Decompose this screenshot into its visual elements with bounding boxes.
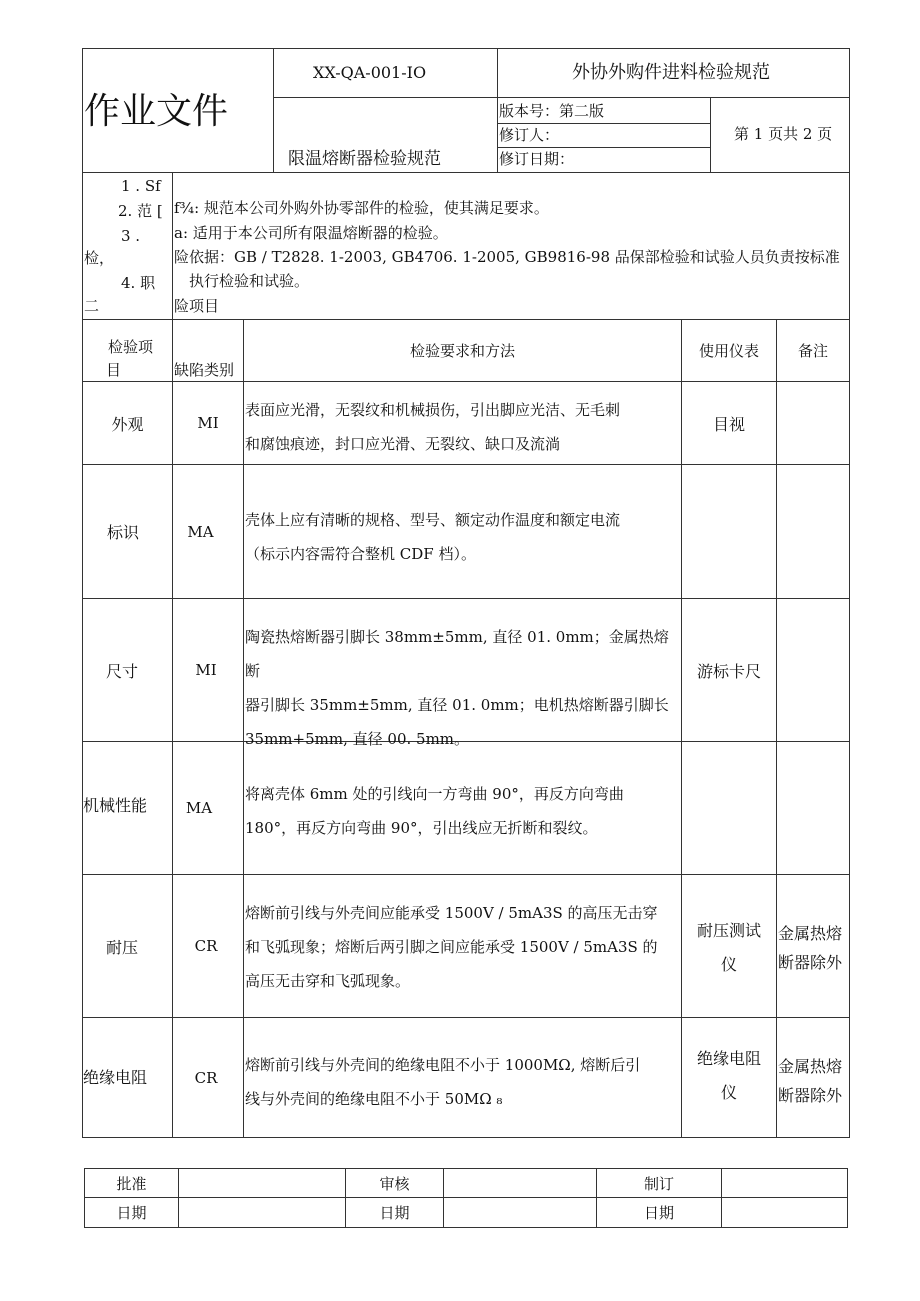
- row-3-instrument: 游标卡尺: [696, 661, 761, 681]
- doc-type: 作业文件: [84, 91, 229, 132]
- row-6-remark-line-2: 断器除外: [778, 1086, 843, 1105]
- intro-label-5: 4. 职: [121, 274, 156, 292]
- header-remark: 备注: [797, 342, 828, 360]
- row-4-req-line-2: 180°，再反方向弯曲 90°，引出线应无折断和裂纹。: [245, 819, 598, 837]
- row-5-instrument: [682, 914, 776, 982]
- row-5-req-line-1: 熔断前引线与外壳间应能承受 1500V / 5mA3S 的高压无击穿: [245, 904, 658, 922]
- footer-vline-6: [847, 1168, 848, 1228]
- row-4-requirement: [245, 777, 681, 845]
- doc-code: XX-QA-001-IO: [313, 63, 427, 82]
- header-vline-3: [710, 97, 711, 172]
- intro-line-3: 险依据：GB / T2828. 1-2003, GB4706. 1-2005, GB9816-98 品保部检验和试验人员负责按标准: [174, 248, 840, 266]
- intro-divider: [172, 172, 173, 320]
- row-5-req-line-2: 和飞弧现象；熔断后两引脚之间应能承受 1500V / 5mA3S 的: [245, 938, 658, 956]
- footer-vline-3: [443, 1168, 444, 1228]
- footer-vline-1: [178, 1168, 179, 1228]
- footer-date-label-3: 日期: [643, 1204, 674, 1222]
- intro-line-1: f¾: 规范本公司外购外协零部件的检验，使其满足要求。: [174, 199, 549, 217]
- row-6-instrument-line-1: 绝缘电阻: [696, 1049, 761, 1068]
- row-5-remark-line-2: 断器除外: [778, 953, 843, 972]
- row-6-req-line-2: 线与外壳间的绝缘电阻不小于 50MΩ ₈: [245, 1090, 503, 1108]
- revise-date-label: 修订日期：: [499, 150, 575, 168]
- row-1-instrument: 目视: [712, 414, 745, 434]
- header-instrument: 使用仪表: [698, 342, 759, 360]
- row-5-remark: [778, 919, 850, 977]
- row-6-requirement: [245, 1048, 681, 1116]
- sub-title: 限温熔断器检验规范: [288, 149, 441, 169]
- header-defect: 缺陷类别: [174, 361, 235, 379]
- row-4-item: 机械性能: [83, 796, 148, 815]
- intro-line-4: 执行检验和试验。: [189, 272, 310, 290]
- header-item-line1: 检验项: [108, 338, 154, 356]
- header-item-line2: 目: [106, 361, 122, 379]
- row-5-item: 耐压: [105, 937, 138, 957]
- row-3-item: 尺寸: [105, 661, 138, 681]
- row-3-req-line-2: 器引脚长 35mm±5mm, 直径 01. 0mm；电机热熔断器引脚长: [245, 696, 669, 714]
- row-2-item: 标识: [106, 523, 139, 542]
- header-bottom-border: [82, 172, 850, 173]
- intro-label-4: 检，: [84, 249, 115, 267]
- version-label: 版本号：第二版: [499, 102, 605, 120]
- intro-label-1: 1 . Sf: [121, 177, 161, 195]
- row-5-req-line-3: 高压无击穿和飞弧现象。: [245, 972, 411, 990]
- header-vline-1: [273, 48, 274, 172]
- row-5-instrument-line-1: 耐压测试: [696, 921, 761, 940]
- page-info: 第 1 页共 2 页: [734, 125, 833, 143]
- footer-middle-line: [84, 1197, 848, 1198]
- footer-date-label-2: 日期: [379, 1204, 410, 1222]
- intro-label-6: 二: [84, 297, 100, 315]
- row-2-defect: MA: [187, 522, 214, 541]
- footer-approve-label: 批准: [116, 1174, 147, 1193]
- row-2-req-line-1: 壳体上应有清晰的规格、型号、额定动作温度和额定电流: [245, 511, 621, 529]
- row-3-req-line-1: 陶瓷热熔断器引脚长 38mm±5mm, 直径 01. 0mm；金属热熔断: [245, 628, 669, 680]
- header-method: 检验要求和方法: [409, 342, 515, 360]
- row-6-instrument: [682, 1042, 776, 1110]
- row-5-defect: CR: [194, 937, 218, 955]
- row-1-req-line-2: 和腐蚀痕迹，封口应光滑、无裂纹、缺口及流淌: [245, 435, 561, 453]
- footer-date-label-1: 日期: [116, 1204, 147, 1222]
- intro-label-2: 2. 范 [: [118, 202, 163, 220]
- row-4-defect: MA: [185, 799, 213, 817]
- footer-draft-label: 制订: [643, 1174, 674, 1193]
- footer-vline-5: [721, 1168, 722, 1228]
- row-6-remark-line-1: 金属热熔: [778, 1057, 843, 1076]
- row-6-req-line-1: 熔断前引线与外壳间的绝缘电阻不小于 1000MΩ, 熔断后引: [245, 1056, 641, 1074]
- header-version-divider: [497, 123, 710, 124]
- reviser-label: 修订人：: [499, 126, 560, 144]
- row-2-requirement: [245, 503, 681, 571]
- header-top-border: [82, 48, 850, 49]
- row-1-defect: MI: [197, 414, 219, 432]
- table-vline-remark: [776, 319, 777, 1138]
- row-5-remark-line-1: 金属热熔: [778, 924, 843, 943]
- row-2-req-line-2: （标示内容需符合整机 CDF 档）。: [245, 545, 476, 563]
- intro-line-2: a: 适用于本公司所有限温熔断器的检验。: [174, 224, 448, 242]
- footer-review-label: 审核: [379, 1174, 410, 1193]
- row-3-requirement: [245, 620, 681, 756]
- row-5-instrument-line-2: 仪: [720, 955, 737, 974]
- row-6-defect: CR: [194, 1068, 218, 1087]
- row-4-req-line-1: 将离壳体 6mm 处的引线向一方弯曲 90°，再反方向弯曲: [245, 785, 624, 803]
- row-1-req-line-1: 表面应光滑，无裂纹和机械损伤，引出脚应光洁、无毛刺: [245, 401, 621, 419]
- row-6-remark: [778, 1052, 850, 1110]
- row-3-defect: MI: [195, 661, 217, 679]
- header-vline-2: [497, 48, 498, 172]
- intro-label-3: 3 .: [121, 227, 141, 245]
- footer-top-border: [84, 1168, 848, 1169]
- row-1-requirement: [245, 393, 681, 461]
- row-1-item: 外观: [111, 414, 144, 434]
- footer-bottom-border: [84, 1227, 848, 1228]
- header-divider: [273, 97, 850, 98]
- header-reviser-divider: [497, 147, 710, 148]
- row-3-req-line-3: 35mm+5mm, 直径 00. 5mm。: [245, 730, 470, 748]
- table-vline-method: [243, 319, 244, 1138]
- row-6-item: 绝缘电阻: [83, 1068, 148, 1087]
- row-6-instrument-line-2: 仪: [720, 1083, 737, 1102]
- intro-line-5: 险项目: [174, 297, 220, 315]
- table-bottom-border: [82, 1137, 850, 1138]
- row-5-requirement: [245, 896, 681, 998]
- doc-title: 外协外购件进料检验规范: [572, 62, 770, 83]
